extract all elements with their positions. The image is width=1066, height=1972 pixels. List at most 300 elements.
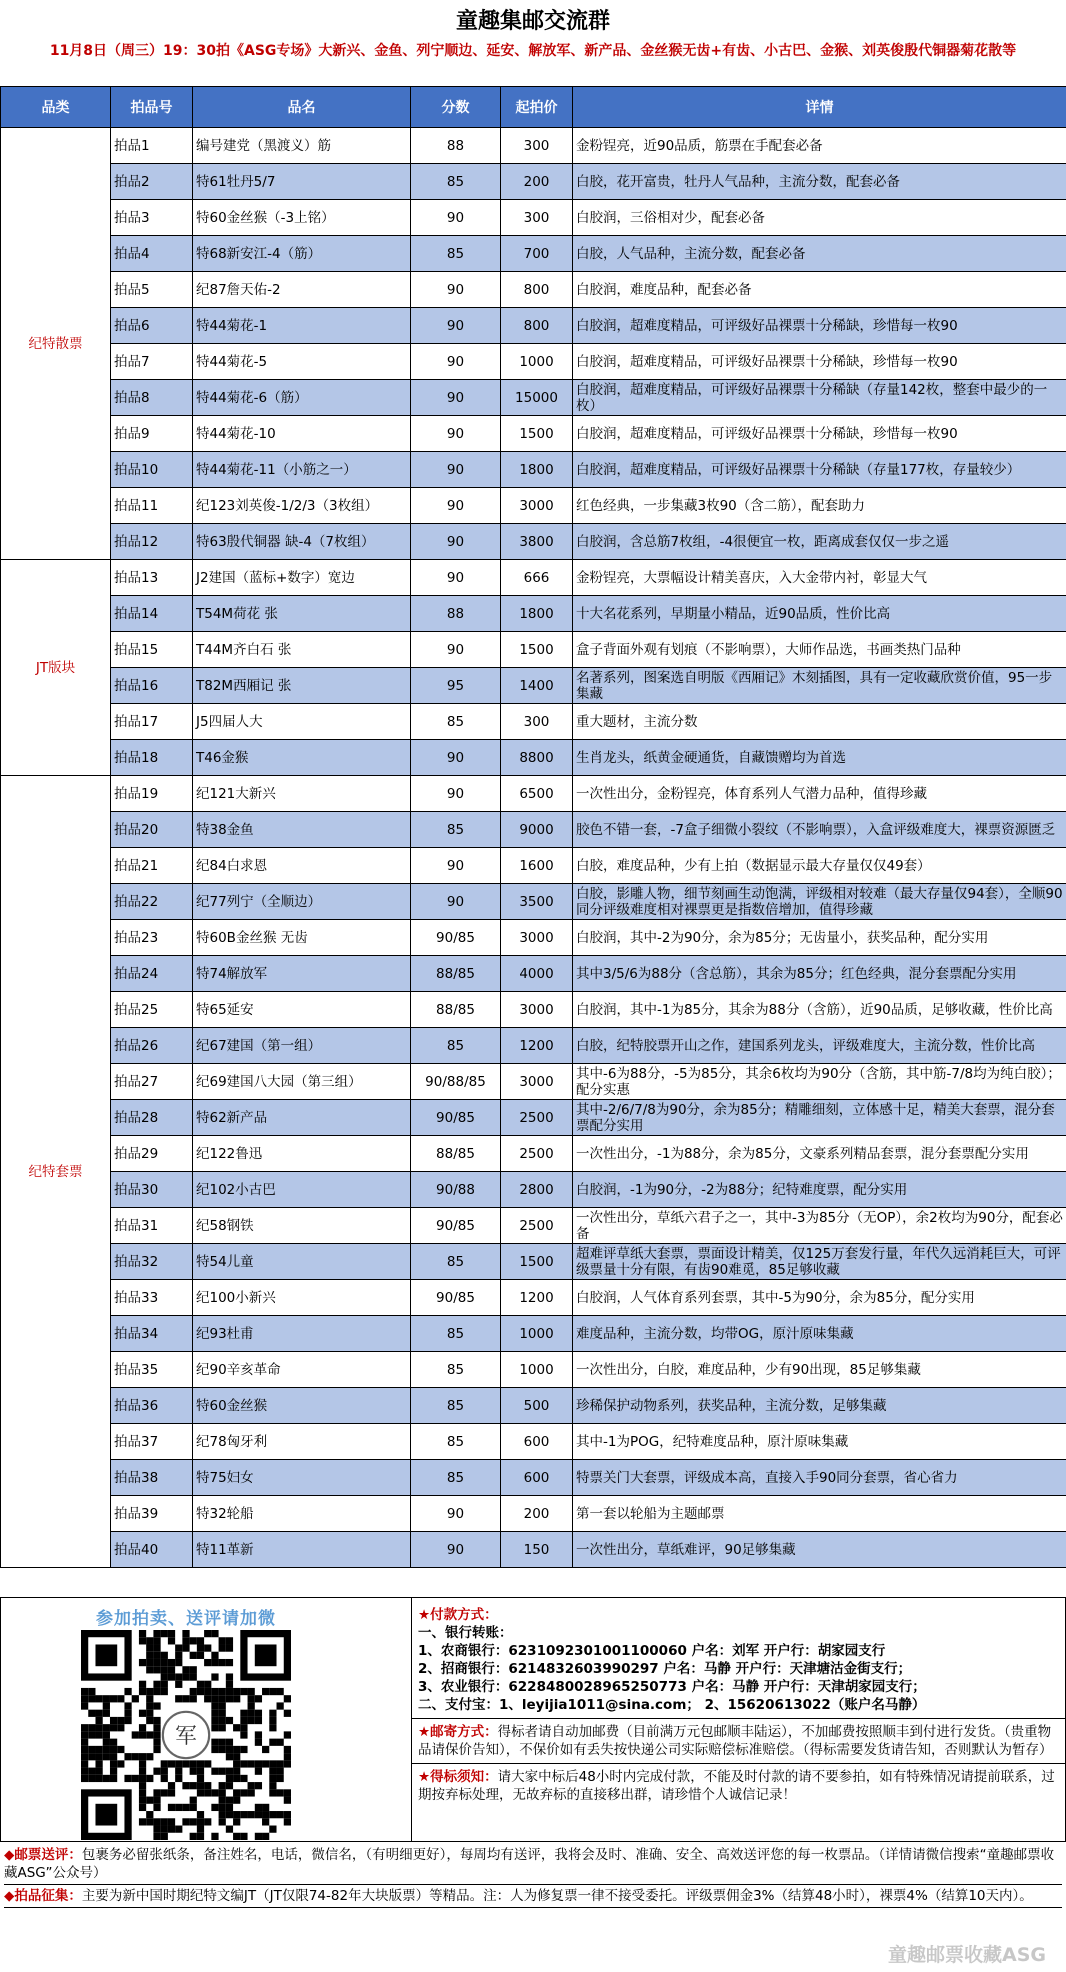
detail-cell: 珍稀保护动物系列，获奖品种，主流分数，足够集藏 <box>573 1388 1066 1424</box>
item-name-cell: T44M齐白石 张 <box>193 632 411 668</box>
detail-cell: 超难评草纸大套票，票面设计精美，仅125万套发行量，年代久远消耗巨大，可评级票量十分有限，有齿90难觅，85足够收藏 <box>573 1244 1066 1280</box>
qr-module <box>255 1731 262 1738</box>
qr-module <box>219 1789 226 1796</box>
qr-module <box>103 1710 110 1717</box>
qr-module <box>146 1731 153 1738</box>
lot-row <box>1 1064 1066 1100</box>
qr-module <box>197 1826 204 1833</box>
score-cell: 85 <box>411 1352 501 1388</box>
lot-number-cell: 拍品38 <box>111 1460 193 1496</box>
detail-cell: 白胶润，超难度精品，可评级好品裸票十分稀缺（存量177枚，存量较少） <box>573 452 1066 488</box>
bank-line: 2、招商银行：6214832603990297 户名：马静 开户行：天津塘沽金街支行； <box>418 1661 912 1677</box>
item-name-cell: 特54儿童 <box>193 1244 411 1280</box>
lot-number-cell: 拍品34 <box>111 1316 193 1352</box>
lot-row <box>1 992 1066 1028</box>
qr-module <box>262 1804 269 1811</box>
qr-module <box>161 1768 168 1775</box>
qr-module <box>233 1688 240 1695</box>
qr-module <box>211 1659 218 1666</box>
qr-module <box>233 1768 240 1775</box>
lot-row <box>1 1496 1066 1532</box>
start-price-cell: 1200 <box>501 1280 573 1316</box>
start-price-cell: 3800 <box>501 524 573 560</box>
lot-number-cell: 拍品40 <box>111 1532 193 1568</box>
note-text: 主要为新中国时期纪特文编JT（JT仅限74-82年大块版票）等精品。注：人为修复票一律不接受委托。评级票佣金3%（结算48小时），裸票4%（结算10天内）。 <box>81 1888 1033 1904</box>
info-panel <box>0 1597 1066 1842</box>
qr-module <box>168 1782 175 1789</box>
detail-cell: 金粉锃亮，大票幅设计精美喜庆，入大金带内衬，彰显大气 <box>573 560 1066 596</box>
qr-module <box>110 1746 117 1753</box>
qr-module <box>117 1760 124 1767</box>
score-cell: 90 <box>411 848 501 884</box>
start-price-cell: 300 <box>501 200 573 236</box>
lot-number-cell: 拍品7 <box>111 344 193 380</box>
qr-module <box>95 1695 102 1702</box>
qr-module <box>153 1833 160 1840</box>
qr-module <box>95 1753 102 1760</box>
qr-module <box>117 1695 124 1702</box>
qr-module <box>233 1724 240 1731</box>
score-cell: 90/85 <box>411 1208 501 1244</box>
qr-module <box>219 1804 226 1811</box>
qr-module <box>110 1739 117 1746</box>
qr-module <box>168 1630 175 1637</box>
qr-module <box>269 1739 276 1746</box>
start-price-cell: 1600 <box>501 848 573 884</box>
mailing-section <box>412 1718 1065 1759</box>
table-header-row <box>1 87 1066 128</box>
item-name-cell: 纪69建国八大园（第三组） <box>193 1064 411 1100</box>
qr-module <box>190 1833 197 1840</box>
qr-module <box>211 1702 218 1709</box>
item-name-cell: 纪78匈牙利 <box>193 1424 411 1460</box>
start-price-cell: 1500 <box>501 416 573 452</box>
qr-module <box>197 1652 204 1659</box>
qr-module <box>204 1630 211 1637</box>
detail-cell: 白胶，难度品种，少有上拍（数据显示最大存量仅仅49套） <box>573 848 1066 884</box>
qr-module <box>146 1717 153 1724</box>
qr-module <box>269 1775 276 1782</box>
page-title: 童趣集邮交流群 <box>455 8 610 34</box>
qr-module <box>81 1688 88 1695</box>
qr-module <box>95 1731 102 1738</box>
qr-module <box>110 1753 117 1760</box>
qr-module <box>233 1833 240 1840</box>
start-price-cell: 1500 <box>501 1244 573 1280</box>
notes-section <box>0 1842 1066 1910</box>
detail-cell: 白胶，影雕人物，细节刻画生动饱满，评级相对较难（最大存量仅94套），全顺90同分评级难度相对裸票更是指数倍增加，值得珍藏 <box>573 884 1066 920</box>
qr-module <box>204 1659 211 1666</box>
qr-module <box>255 1760 262 1767</box>
qr-module <box>153 1666 160 1673</box>
qr-module <box>190 1804 197 1811</box>
detail-cell: 白胶润，超难度精品，可评级好品裸票十分稀缺，珍惜每一枚90 <box>573 308 1066 344</box>
qr-module <box>219 1782 226 1789</box>
qr-module <box>146 1818 153 1825</box>
qr-module <box>226 1659 233 1666</box>
qr-module <box>117 1746 124 1753</box>
qr-module <box>226 1826 233 1833</box>
start-price-cell: 1800 <box>501 596 573 632</box>
lot-row <box>1 236 1066 272</box>
lot-row <box>1 1460 1066 1496</box>
qr-module <box>233 1760 240 1767</box>
start-price-cell: 3000 <box>501 992 573 1028</box>
qr-module <box>284 1731 291 1738</box>
item-name-cell: 纪123刘英俊-1/2/3（3枚组） <box>193 488 411 524</box>
qr-module <box>240 1760 247 1767</box>
qr-module <box>255 1739 262 1746</box>
qr-module <box>146 1644 153 1651</box>
qr-module <box>88 1746 95 1753</box>
qr-module <box>211 1746 218 1753</box>
qr-module <box>269 1811 276 1818</box>
lot-number-cell: 拍品6 <box>111 308 193 344</box>
detail-cell: 红色经典，一步集藏3枚90（含二筋），配套助力 <box>573 488 1066 524</box>
qr-module <box>153 1768 160 1775</box>
start-price-cell: 1200 <box>501 1028 573 1064</box>
qr-module <box>139 1731 146 1738</box>
qr-module <box>182 1644 189 1651</box>
lot-row <box>1 452 1066 488</box>
start-price-cell: 500 <box>501 1388 573 1424</box>
item-name-cell: 特61牡丹5/7 <box>193 164 411 200</box>
qr-module <box>255 1833 262 1840</box>
item-name-cell: 特32轮船 <box>193 1496 411 1532</box>
score-cell: 88/85 <box>411 956 501 992</box>
qr-module <box>88 1710 95 1717</box>
lot-row <box>1 632 1066 668</box>
header-category: 品类 <box>1 87 111 128</box>
qr-module <box>139 1710 146 1717</box>
qr-module <box>103 1753 110 1760</box>
qr-module <box>204 1760 211 1767</box>
score-cell: 90 <box>411 1496 501 1532</box>
qr-module <box>226 1688 233 1695</box>
start-price-cell: 3500 <box>501 884 573 920</box>
qr-module <box>197 1782 204 1789</box>
score-cell: 90 <box>411 776 501 812</box>
start-price-cell: 8800 <box>501 740 573 776</box>
detail-cell: 白胶润，其中-2为90分，余为85分；无齿量小，获奖品种，配分实用 <box>573 920 1066 956</box>
lot-row <box>1 1280 1066 1316</box>
qr-module <box>95 1746 102 1753</box>
qr-module <box>146 1811 153 1818</box>
qr-module <box>132 1775 139 1782</box>
qr-module <box>88 1688 95 1695</box>
bank-transfer-title: 一、银行转账： <box>418 1625 513 1641</box>
qr-module <box>226 1768 233 1775</box>
qr-module <box>211 1710 218 1717</box>
item-name-cell: 纪100小新兴 <box>193 1280 411 1316</box>
qr-module <box>240 1833 247 1840</box>
qr-module <box>197 1818 204 1825</box>
qr-module <box>190 1768 197 1775</box>
qr-module <box>284 1797 291 1804</box>
qr-module <box>124 1710 131 1717</box>
qr-module <box>146 1666 153 1673</box>
qr-module <box>284 1753 291 1760</box>
qr-module <box>95 1775 102 1782</box>
lot-row <box>1 1244 1066 1280</box>
qr-module <box>219 1659 226 1666</box>
score-cell: 90 <box>411 740 501 776</box>
item-name-cell: 特38金鱼 <box>193 812 411 848</box>
lot-row <box>1 668 1066 704</box>
qr-module <box>211 1804 218 1811</box>
alipay-line: 二、支付宝：1、leyijia1011@sina.com； 2、15620613022（账户名马静） <box>418 1697 926 1713</box>
lot-row <box>1 812 1066 848</box>
detail-cell: 重大题材，主流分数 <box>573 704 1066 740</box>
qr-module <box>190 1652 197 1659</box>
start-price-cell: 6500 <box>501 776 573 812</box>
qr-module <box>110 1695 117 1702</box>
start-price-cell: 1400 <box>501 668 573 704</box>
qr-module <box>153 1644 160 1651</box>
score-cell: 90 <box>411 200 501 236</box>
score-cell: 90 <box>411 884 501 920</box>
payment-info <box>412 1598 1065 1841</box>
qr-module <box>240 1710 247 1717</box>
lot-row <box>1 1208 1066 1244</box>
qr-module <box>139 1637 146 1644</box>
qr-module <box>219 1818 226 1825</box>
note-text: 包裹务必留张纸条，备注姓名，电话，微信名，（有明细更好），每周均有送评，我将会及时、准确、安全、高效送评您的每一枚票品。（详情请微信搜索“童趣邮票收藏ASG”公众号） <box>4 1847 1055 1881</box>
item-name-cell: T82M西厢记 张 <box>193 668 411 704</box>
lot-number-cell: 拍品21 <box>111 848 193 884</box>
watermark: 童趣邮票收藏ASG <box>888 1944 1046 1966</box>
qr-section <box>1 1598 412 1841</box>
qr-module <box>168 1804 175 1811</box>
qr-module <box>240 1731 247 1738</box>
qr-module <box>182 1782 189 1789</box>
lot-number-cell: 拍品24 <box>111 956 193 992</box>
qr-module <box>88 1695 95 1702</box>
score-cell: 85 <box>411 1424 501 1460</box>
qr-module <box>197 1789 204 1796</box>
qr-module <box>233 1775 240 1782</box>
detail-cell: 其中-2/6/7/8为90分，余为85分；精雕细刻，立体感十足，精美大套票，混分套票配分实用 <box>573 1100 1066 1136</box>
qr-module <box>146 1695 153 1702</box>
qr-module <box>190 1673 197 1680</box>
lot-row <box>1 200 1066 236</box>
lot-number-cell: 拍品12 <box>111 524 193 560</box>
qr-module <box>132 1695 139 1702</box>
lot-number-cell: 拍品29 <box>111 1136 193 1172</box>
qr-module <box>226 1739 233 1746</box>
qr-module <box>139 1789 146 1796</box>
qr-module <box>219 1746 226 1753</box>
lots-table <box>0 86 1066 1568</box>
qr-module <box>81 1702 88 1709</box>
qr-module <box>277 1702 284 1709</box>
qr-module <box>204 1782 211 1789</box>
qr-module <box>139 1753 146 1760</box>
qr-module <box>139 1681 146 1688</box>
qr-module <box>161 1775 168 1782</box>
detail-cell: 白胶，花开富贵，牡丹人气品种，主流分数，配套必备 <box>573 164 1066 200</box>
detail-cell: 白胶润，难度品种，配套必备 <box>573 272 1066 308</box>
qr-module <box>190 1760 197 1767</box>
qr-module <box>153 1688 160 1695</box>
qr-module <box>240 1789 247 1796</box>
qr-module <box>219 1724 226 1731</box>
start-price-cell: 2800 <box>501 1172 573 1208</box>
qr-module <box>233 1746 240 1753</box>
lot-number-cell: 拍品4 <box>111 236 193 272</box>
lot-number-cell: 拍品15 <box>111 632 193 668</box>
qr-module <box>226 1673 233 1680</box>
lot-row <box>1 920 1066 956</box>
qr-module <box>277 1739 284 1746</box>
start-price-cell: 2500 <box>501 1136 573 1172</box>
qr-module <box>153 1652 160 1659</box>
qr-module <box>182 1630 189 1637</box>
qr-module <box>248 1811 255 1818</box>
detail-cell: 一次性出分，白胶，难度品种，少有90出现，85足够集藏 <box>573 1352 1066 1388</box>
qr-module <box>197 1637 204 1644</box>
qr-module <box>88 1731 95 1738</box>
qr-module <box>269 1688 276 1695</box>
qr-module <box>103 1746 110 1753</box>
detail-cell: 胶色不错一套，-7盒子细微小裂纹（不影响票），入盒评级难度大，裸票资源匮乏 <box>573 812 1066 848</box>
start-price-cell: 600 <box>501 1424 573 1460</box>
lot-row <box>1 776 1066 812</box>
lot-row <box>1 1172 1066 1208</box>
qr-module <box>277 1789 284 1796</box>
detail-cell: 特票关门大套票，评级成本高，直接入手90同分套票，省心省力 <box>573 1460 1066 1496</box>
qr-module <box>233 1818 240 1825</box>
lot-number-cell: 拍品9 <box>111 416 193 452</box>
score-cell: 88/85 <box>411 1136 501 1172</box>
qr-finder-pattern <box>95 1804 117 1826</box>
qr-module <box>277 1768 284 1775</box>
qr-module <box>226 1753 233 1760</box>
item-name-cell: 特60B金丝猴 无齿 <box>193 920 411 956</box>
qr-module <box>139 1818 146 1825</box>
qr-module <box>255 1717 262 1724</box>
start-price-cell: 600 <box>501 1460 573 1496</box>
qr-module <box>219 1811 226 1818</box>
mailing-text: 得标者请自动加邮费（目前满万元包邮顺丰陆运），不加邮费按照顺丰到付进行发货。（贵重物品请保价告知），不保价如有丢失按快递公司实际赔偿标准赔偿。（得标需要发货请告知，否则默认为暂存） <box>418 1724 1053 1758</box>
item-name-cell: 特65延安 <box>193 992 411 1028</box>
qr-module <box>153 1789 160 1796</box>
start-price-cell: 700 <box>501 236 573 272</box>
qr-module <box>211 1768 218 1775</box>
qr-module <box>103 1695 110 1702</box>
qr-module <box>110 1768 117 1775</box>
qr-module <box>153 1637 160 1644</box>
qr-module <box>81 1768 88 1775</box>
detail-cell: 一次性出分，草纸难评，90足够集藏 <box>573 1532 1066 1568</box>
qr-module <box>284 1746 291 1753</box>
qr-module <box>161 1681 168 1688</box>
detail-cell: 白胶润，人气体育系列套票，其中-5为90分，余为85分，配分实用 <box>573 1280 1066 1316</box>
lot-row <box>1 884 1066 920</box>
qr-module <box>81 1775 88 1782</box>
lot-row <box>1 1136 1066 1172</box>
qr-module <box>103 1724 110 1731</box>
item-name-cell: 纪122鲁迅 <box>193 1136 411 1172</box>
qr-module <box>190 1666 197 1673</box>
qr-module <box>153 1681 160 1688</box>
qr-module <box>211 1673 218 1680</box>
score-cell: 85 <box>411 1460 501 1496</box>
qr-module <box>153 1746 160 1753</box>
qr-module <box>175 1768 182 1775</box>
lot-row <box>1 380 1066 416</box>
qr-module <box>146 1797 153 1804</box>
qr-module <box>124 1702 131 1709</box>
lot-row <box>1 344 1066 380</box>
qr-module <box>88 1775 95 1782</box>
lot-number-cell: 拍品26 <box>111 1028 193 1064</box>
qr-module <box>103 1775 110 1782</box>
qr-module <box>277 1811 284 1818</box>
lot-row <box>1 1388 1066 1424</box>
qr-module <box>139 1760 146 1767</box>
qr-module <box>153 1659 160 1666</box>
qr-module <box>182 1760 189 1767</box>
detail-cell: 白胶润，-1为90分，-2为88分；纪特难度票，配分实用 <box>573 1172 1066 1208</box>
qr-module <box>132 1731 139 1738</box>
detail-cell: 白胶润，其中-1为85分，其余为88分（含筋），近90品质，足够收藏，性价比高 <box>573 992 1066 1028</box>
qr-module <box>226 1804 233 1811</box>
item-name-cell: 纪84白求恩 <box>193 848 411 884</box>
qr-module <box>269 1826 276 1833</box>
qr-module <box>110 1724 117 1731</box>
qr-module <box>81 1746 88 1753</box>
qr-module <box>226 1717 233 1724</box>
qr-module <box>161 1630 168 1637</box>
detail-cell: 其中-6为88分，-5为85分，其余6枚均为90分（含筋，其中筋-7/8均为纯白胶）；配分实惠 <box>573 1064 1066 1100</box>
start-price-cell: 1800 <box>501 452 573 488</box>
qr-module <box>204 1688 211 1695</box>
lot-number-cell: 拍品16 <box>111 668 193 704</box>
qr-module <box>153 1826 160 1833</box>
qr-module <box>95 1724 102 1731</box>
qr-module <box>204 1644 211 1651</box>
qr-module <box>269 1768 276 1775</box>
header-score: 分数 <box>411 87 501 128</box>
score-cell: 90/85 <box>411 1100 501 1136</box>
score-cell: 90 <box>411 1532 501 1568</box>
item-name-cell: 纪90辛亥革命 <box>193 1352 411 1388</box>
qr-module <box>146 1753 153 1760</box>
qr-module <box>197 1681 204 1688</box>
item-name-cell: J5四届人大 <box>193 704 411 740</box>
score-cell: 85 <box>411 164 501 200</box>
detail-cell: 难度品种，主流分数，均带OG，原汁原味集藏 <box>573 1316 1066 1352</box>
qr-module <box>248 1782 255 1789</box>
qr-module <box>226 1637 233 1644</box>
qr-module <box>168 1673 175 1680</box>
qr-module <box>153 1804 160 1811</box>
bank-line: 3、农业银行：6228480028965250773 户名：马静 开户行：天津胡家园支行； <box>418 1679 926 1695</box>
qr-module <box>255 1782 262 1789</box>
qr-module <box>255 1695 262 1702</box>
item-name-cell: 特44菊花-1 <box>193 308 411 344</box>
qr-module <box>153 1797 160 1804</box>
start-price-cell: 666 <box>501 560 573 596</box>
qr-module <box>197 1760 204 1767</box>
score-cell: 90 <box>411 632 501 668</box>
lot-number-cell: 拍品13 <box>111 560 193 596</box>
qr-module <box>88 1753 95 1760</box>
qr-module <box>124 1688 131 1695</box>
detail-cell: 白胶润，超难度精品，可评级好品裸票十分稀缺，珍惜每一枚90 <box>573 344 1066 380</box>
qr-module <box>262 1811 269 1818</box>
